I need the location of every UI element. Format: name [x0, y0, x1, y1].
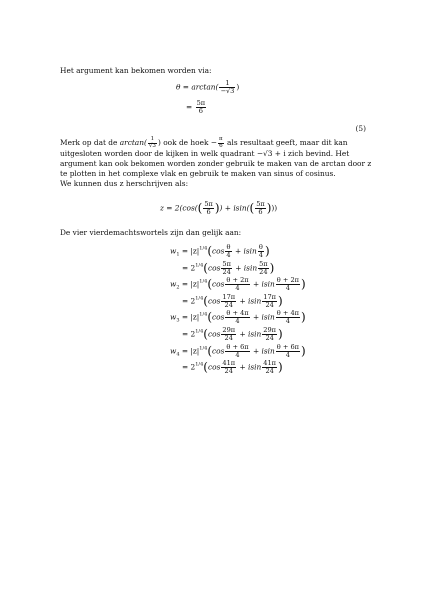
- root-equals: = 2: [182, 296, 196, 306]
- theta-value-fraction: $\frac{5\pi}{6}$: [196, 99, 206, 115]
- theta-equation: θ = arctan( $\frac{1}{-√3}$ ): [176, 79, 240, 95]
- root-exponent: 1/4: [199, 311, 208, 318]
- paren: ): [278, 327, 283, 341]
- isin-token: + isin: [237, 362, 262, 372]
- root-equals: = 2: [182, 362, 196, 372]
- cos-token: cos: [212, 279, 225, 289]
- root-index: 2: [176, 284, 180, 291]
- root-modulus: = |z|: [179, 279, 200, 289]
- root-label: w: [170, 346, 177, 356]
- root-equals: = 2: [182, 329, 196, 339]
- fraction: $\frac{41\pi}{24}$: [222, 359, 236, 376]
- z-equation: z = 2(cos(( $\frac{5\pi}{6}$ )) + isin(( $\frac{5\pi}{6}$ ))): [160, 200, 278, 216]
- fraction: $\frac{\theta + 6\pi}{4}$: [276, 342, 300, 359]
- root-modulus: = |z|: [179, 246, 200, 256]
- isin-token: + isin: [250, 279, 275, 289]
- root-equals: = 2: [182, 263, 196, 273]
- root-w2-line-2: [182, 294, 283, 309]
- root-exponent: 1/4: [195, 361, 204, 368]
- paren: ): [301, 310, 306, 325]
- fraction: $\frac{29\pi}{24}$: [263, 326, 277, 342]
- theta-fraction: $\frac{1}{-√3}$: [220, 79, 235, 95]
- cos-token: cos: [207, 362, 221, 372]
- root-w3-line-2: [182, 327, 283, 342]
- cos-token: cos: [207, 329, 221, 339]
- remark-line-4: te plotten in het complexe vlak en gebruik te maken van sinus of cosinus.: [60, 169, 336, 178]
- root-w1-line-1: [170, 244, 270, 260]
- paren: ): [278, 360, 283, 375]
- theta-lhs: θ = arctan(: [176, 82, 219, 92]
- root-exponent: 1/4: [199, 278, 208, 285]
- root-w1-line-2: [182, 261, 274, 276]
- root-modulus: = |z|: [179, 312, 200, 322]
- root-exponent: 1/4: [195, 295, 204, 302]
- fraction: $\frac{\theta + 4\pi}{4}$: [276, 309, 300, 326]
- fraction: $\frac{\theta}{4}$: [258, 243, 263, 259]
- fraction: $\frac{17\pi}{24}$: [222, 292, 236, 309]
- paren: (: [207, 277, 213, 292]
- isin-token: + isin: [237, 329, 262, 339]
- root-label: w: [170, 246, 177, 256]
- fraction: $\frac{5\pi}{24}$: [222, 259, 231, 276]
- paren: (: [207, 310, 213, 325]
- fraction: $\frac{41\pi}{24}$: [263, 359, 277, 376]
- fraction: $\frac{\theta + 2\pi}{4}$: [276, 276, 300, 293]
- isin-token: + isin: [250, 346, 275, 356]
- paren: ): [264, 244, 270, 258]
- paren: ): [301, 277, 306, 292]
- fraction: $\frac{\theta + 4\pi}{4}$: [226, 309, 249, 326]
- remark-line-3: argument kan ook bekomen worden zonder gebruik te maken van de arctan door z: [60, 159, 372, 168]
- paren: (: [203, 327, 208, 341]
- root-exponent: 1/4: [199, 345, 208, 352]
- paren: (: [203, 293, 208, 308]
- paren: (: [207, 343, 213, 358]
- paren: ): [301, 343, 306, 358]
- remark-line-5: We kunnen dus z herschrijven als:: [60, 179, 189, 188]
- paren: ): [278, 293, 283, 308]
- isin-token: + isin: [237, 296, 262, 306]
- root-index: 4: [176, 351, 180, 358]
- remark-line-1: Merk op dat de arctan( $\frac{1}{√3}$ ) ook de hoek − $\frac{\pi}{6}$ als resultaat geeft, maar dit kan: [60, 136, 348, 149]
- root-exponent: 1/4: [199, 245, 208, 252]
- fraction: $\frac{\theta}{4}$: [226, 243, 231, 259]
- isin-token: + isin: [232, 263, 258, 273]
- root-w4-line-1: [170, 344, 306, 360]
- paren: ): [269, 260, 275, 275]
- root-index: 3: [176, 317, 180, 324]
- root-index: 1: [176, 251, 180, 258]
- root-w4-line-2: [182, 360, 283, 375]
- root-modulus: = |z|: [179, 346, 200, 356]
- fraction: $\frac{5\pi}{24}$: [259, 259, 268, 276]
- isin-token: + isin: [232, 246, 257, 256]
- isin-token: + isin: [250, 312, 275, 322]
- cos-token: cos: [212, 346, 225, 356]
- root-w3-line-1: [170, 310, 306, 326]
- cos-token: cos: [212, 246, 225, 256]
- remark-line-2: uitgesloten worden door de kijken in welk quadrant −√3 + i zich bevind. Het: [60, 149, 350, 158]
- cos-token: cos: [212, 312, 225, 322]
- equation-number: (5): [355, 124, 366, 133]
- root-w2-line-1: [170, 277, 306, 293]
- fraction: $\frac{17\pi}{24}$: [263, 292, 277, 309]
- root-label: w: [170, 312, 177, 322]
- roots-intro: De vier vierdemachtswortels zijn dan gelijk aan:: [60, 228, 242, 237]
- paren: (: [207, 244, 213, 258]
- fraction: $\frac{\theta + 2\pi}{4}$: [226, 276, 249, 293]
- root-exponent: 1/4: [195, 262, 204, 269]
- cos-token: cos: [207, 263, 221, 273]
- paren: (: [203, 360, 208, 375]
- fraction: $\frac{\theta + 6\pi}{4}$: [226, 342, 249, 359]
- paren: (: [203, 260, 208, 275]
- root-label: w: [170, 279, 177, 289]
- theta-value: = $\frac{5\pi}{6}$: [186, 99, 206, 115]
- root-exponent: 1/4: [195, 328, 204, 335]
- cos-token: cos: [207, 296, 221, 306]
- fraction: $\frac{29\pi}{24}$: [222, 326, 236, 342]
- intro-text: Het argument kan bekomen worden via:: [60, 66, 212, 75]
